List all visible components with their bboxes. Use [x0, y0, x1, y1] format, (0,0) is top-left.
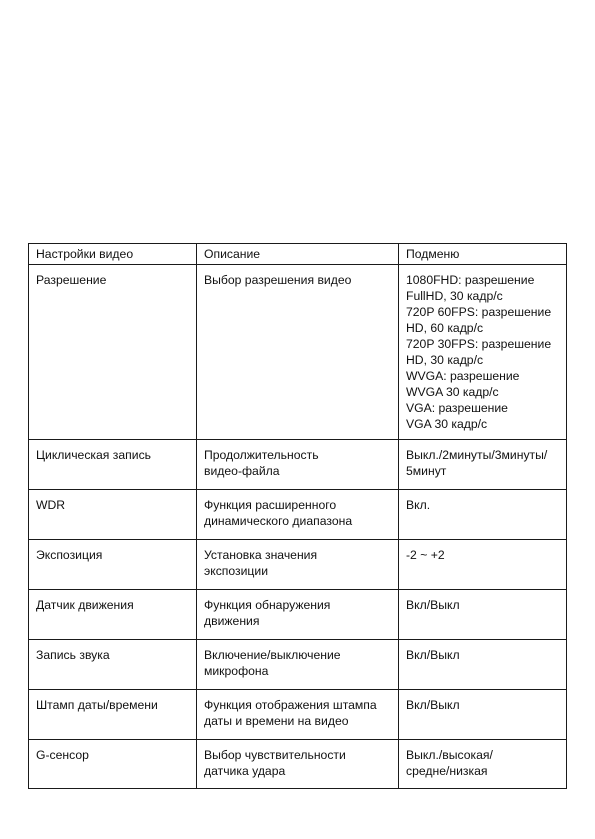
submenu-options: Выкл./2минуты/3минуты/ 5минут — [406, 448, 548, 478]
cell-setting — [29, 690, 197, 740]
cell-setting — [29, 540, 197, 590]
cell-description — [197, 640, 399, 690]
cell-submenu — [399, 540, 567, 590]
description-text: Включение/выключение микрофона — [204, 648, 341, 678]
cell-submenu — [399, 740, 567, 789]
cell-description — [197, 740, 399, 789]
table-row — [29, 590, 567, 640]
cell-submenu — [399, 690, 567, 740]
submenu-options: Вкл. — [406, 498, 431, 512]
cell-submenu — [399, 640, 567, 690]
description-text: Функция расширенного динамического диапазона — [204, 498, 353, 528]
cell-setting — [29, 490, 197, 540]
table-header — [29, 244, 567, 265]
description-text: Функция обнаружения движения — [204, 598, 331, 628]
cell-description — [197, 490, 399, 540]
header-video-settings: Настройки видео — [29, 244, 197, 265]
table-row — [29, 490, 567, 540]
table-row — [29, 540, 567, 590]
description-text: Выбор разрешения видео — [204, 273, 352, 287]
header-row — [29, 244, 567, 265]
setting-label: G-сенсор — [36, 748, 89, 762]
submenu-options: 1080FHD: разрешение FullHD, 30 кадр/с 720P 60FPS: разрешение HD, 60 кадр/с 720P 30FPS: разрешение HD, 30 кадр/с WVGA: разрешение WVGA 30 кадр/с VGA: разрешение VGA 30 кадр/с — [406, 273, 552, 431]
cell-setting — [29, 640, 197, 690]
table-row — [29, 440, 567, 490]
cell-description — [197, 590, 399, 640]
cell-setting — [29, 265, 197, 440]
table-row — [29, 265, 567, 440]
setting-label: Запись звука — [36, 648, 110, 662]
setting-label: Циклическая запись — [36, 448, 152, 462]
header-submenu: Подменю — [399, 244, 567, 265]
setting-label: WDR — [36, 498, 66, 512]
description-text: Выбор чувствительности датчика удара — [204, 748, 346, 778]
description-text: Функция отображения штампа даты и времени на видео — [204, 698, 377, 728]
setting-label: Датчик движения — [36, 598, 134, 612]
table-body — [29, 265, 567, 789]
video-settings-table — [28, 243, 567, 789]
setting-label: Штамп даты/времени — [36, 698, 158, 712]
cell-submenu — [399, 265, 567, 440]
setting-label: Разрешение — [36, 273, 107, 287]
cell-submenu — [399, 440, 567, 490]
cell-description — [197, 690, 399, 740]
table-row — [29, 640, 567, 690]
cell-setting — [29, 740, 197, 789]
submenu-options: -2 ~ +2 — [406, 548, 445, 562]
description-text: Установка значения экспозиции — [204, 548, 318, 578]
submenu-options: Вкл/Выкл — [406, 648, 460, 662]
cell-submenu — [399, 590, 567, 640]
table-row — [29, 690, 567, 740]
cell-description — [197, 540, 399, 590]
cell-submenu — [399, 490, 567, 540]
cell-description — [197, 265, 399, 440]
header-description: Описание — [197, 244, 399, 265]
description-text: Продолжительность видео-файла — [204, 448, 319, 478]
cell-description — [197, 440, 399, 490]
cell-setting — [29, 590, 197, 640]
setting-label: Экспозиция — [36, 548, 103, 562]
submenu-options: Выкл./высокая/ средне/низкая — [406, 748, 493, 778]
submenu-options: Вкл/Выкл — [406, 698, 460, 712]
cell-setting — [29, 440, 197, 490]
table-row — [29, 740, 567, 789]
submenu-options: Вкл/Выкл — [406, 598, 460, 612]
